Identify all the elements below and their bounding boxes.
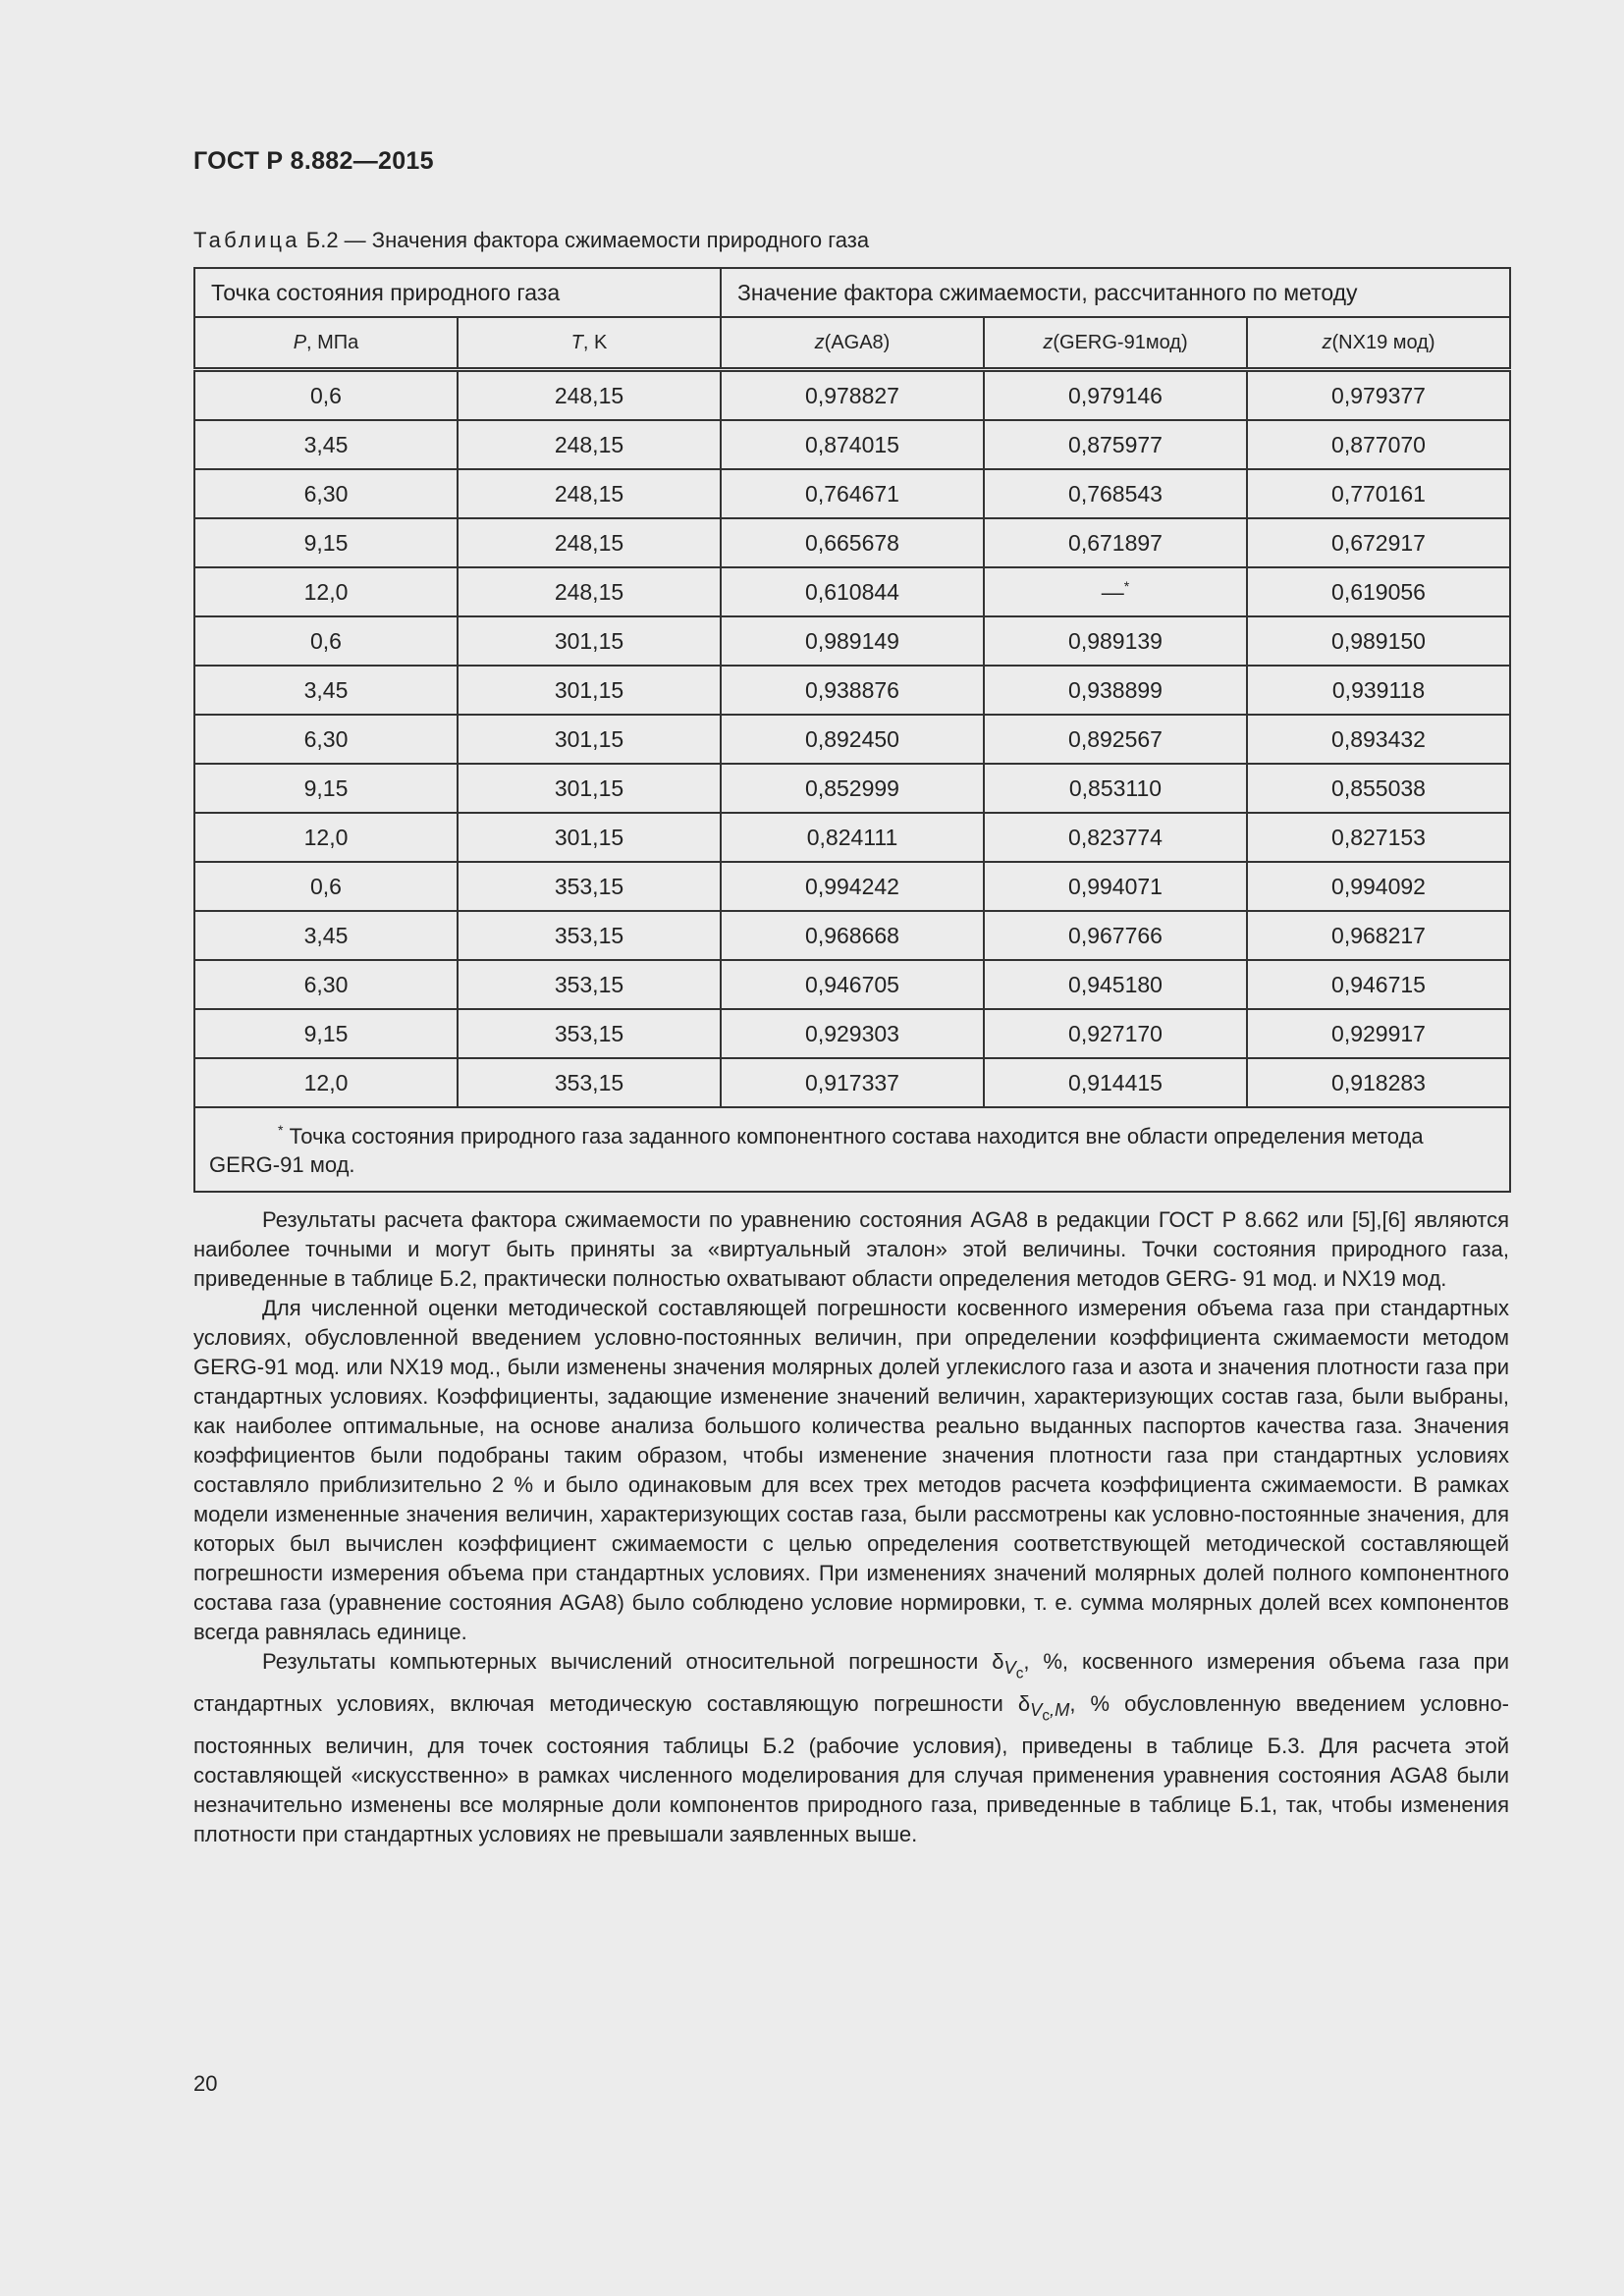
- column-header-gerg91: z(GERG-91мод): [984, 317, 1247, 370]
- cell-gerg91: 0,989139: [984, 616, 1247, 666]
- cell-nx19: 0,939118: [1247, 666, 1510, 715]
- footnote-text: Точка состояния природного газа заданного компонентного состава находится вне области определения метода GERG-91 мод.: [209, 1124, 1424, 1177]
- cell-pressure: 12,0: [194, 567, 458, 616]
- cell-gerg91: 0,875977: [984, 420, 1247, 469]
- cell-aga8: 0,978827: [721, 370, 984, 421]
- table-caption: [193, 228, 869, 253]
- column-header-nx19: z(NX19 мод): [1247, 317, 1510, 370]
- cell-pressure: 9,15: [194, 518, 458, 567]
- table-row: [194, 567, 1510, 616]
- cell-gerg91: 0,823774: [984, 813, 1247, 862]
- cell-nx19: 0,989150: [1247, 616, 1510, 666]
- table-footnote: [194, 1107, 1510, 1192]
- footnote-marker: *: [1123, 578, 1130, 594]
- cell-temperature: 353,15: [458, 1058, 721, 1107]
- table-row: [194, 518, 1510, 567]
- cell-temperature: 301,15: [458, 764, 721, 813]
- cell-gerg91: 0,892567: [984, 715, 1247, 764]
- cell-pressure: 3,45: [194, 911, 458, 960]
- body-text: [193, 1205, 1509, 1849]
- cell-temperature: 353,15: [458, 911, 721, 960]
- cell-aga8: 0,946705: [721, 960, 984, 1009]
- compressibility-table: [193, 267, 1511, 1193]
- table-row: [194, 1009, 1510, 1058]
- cell-temperature: 301,15: [458, 666, 721, 715]
- cell-temperature: 248,15: [458, 518, 721, 567]
- cell-gerg91: 0,853110: [984, 764, 1247, 813]
- table-row: [194, 666, 1510, 715]
- table-caption-text: Б.2 — Значения фактора сжимаемости природного газа: [299, 228, 870, 252]
- cell-aga8: 0,929303: [721, 1009, 984, 1058]
- cell-temperature: 248,15: [458, 420, 721, 469]
- cell-aga8: 0,968668: [721, 911, 984, 960]
- cell-pressure: 6,30: [194, 469, 458, 518]
- table-row: [194, 469, 1510, 518]
- cell-nx19: 0,827153: [1247, 813, 1510, 862]
- cell-nx19: 0,968217: [1247, 911, 1510, 960]
- cell-gerg91: 0,914415: [984, 1058, 1247, 1107]
- cell-pressure: 9,15: [194, 1009, 458, 1058]
- cell-pressure: 3,45: [194, 666, 458, 715]
- cell-pressure: 12,0: [194, 1058, 458, 1107]
- cell-gerg91: 0,945180: [984, 960, 1247, 1009]
- cell-temperature: 301,15: [458, 813, 721, 862]
- paragraph: Для численной оценки методической составляющей погрешности косвенного измерения объема газа при стандартных условиях, обусловленной введением условно-постоянных величин, при определении коэффициента сжимаемости методом GERG-91 мод. или NX19 мод., были изменены значения молярных долей углекислого газа и азота и значения плотности газа при стандартных условиях. Коэффициенты, задающие изменение значений величин, характеризующих состав газа, были выбраны, как наиболее оптимальные, на основе анализа большого количества реально выданных паспортов качества газа. Значения коэффициентов были подобраны таким образом, чтобы изменение значения плотности газа при стандартных условиях составляло приблизительно 2 % и было одинаковым для всех трех методов расчета коэффициента сжимаемости. В рамках модели измененные значения величин, характеризующих состав газа, были рассмотрены как условно-постоянные значения, для которых был вычислен коэффициент сжимаемости с целью определения соответствующей методической составляющей погрешности измерения объема при стандартных условиях. При изменениях значений молярных долей полного компонентного состава газа (уравнение состояния AGA8) было соблюдено условие нормировки, т. е. сумма молярных долей всех компонентов всегда равнялась единице.: [193, 1296, 1509, 1644]
- table-row: [194, 862, 1510, 911]
- cell-gerg91: 0,994071: [984, 862, 1247, 911]
- cell-nx19: 0,946715: [1247, 960, 1510, 1009]
- cell-gerg91: 0,979146: [984, 370, 1247, 421]
- cell-aga8: 0,874015: [721, 420, 984, 469]
- column-header-temperature: T, K: [458, 317, 721, 370]
- column-header-aga8: z(AGA8): [721, 317, 984, 370]
- cell-pressure: 0,6: [194, 862, 458, 911]
- cell-aga8: 0,989149: [721, 616, 984, 666]
- cell-temperature: 301,15: [458, 715, 721, 764]
- cell-nx19: 0,918283: [1247, 1058, 1510, 1107]
- cell-gerg91: 0,938899: [984, 666, 1247, 715]
- cell-aga8: 0,852999: [721, 764, 984, 813]
- cell-aga8: 0,665678: [721, 518, 984, 567]
- cell-aga8: 0,610844: [721, 567, 984, 616]
- cell-aga8: 0,824111: [721, 813, 984, 862]
- cell-gerg91: 0,927170: [984, 1009, 1247, 1058]
- cell-temperature: 353,15: [458, 1009, 721, 1058]
- cell-nx19: 0,893432: [1247, 715, 1510, 764]
- cell-temperature: 353,15: [458, 960, 721, 1009]
- cell-pressure: 3,45: [194, 420, 458, 469]
- table-row: [194, 764, 1510, 813]
- table-row: [194, 960, 1510, 1009]
- cell-pressure: 0,6: [194, 370, 458, 421]
- cell-nx19: 0,979377: [1247, 370, 1510, 421]
- table-caption-label: Таблица: [193, 228, 300, 252]
- cell-aga8: 0,917337: [721, 1058, 984, 1107]
- footnote-marker-ref: *: [278, 1122, 284, 1138]
- table-row: [194, 911, 1510, 960]
- cell-nx19: 0,929917: [1247, 1009, 1510, 1058]
- table-row: [194, 715, 1510, 764]
- cell-gerg91: 0,671897: [984, 518, 1247, 567]
- value-group-header: Значение фактора сжимаемости, рассчитанного по методу: [721, 268, 1510, 317]
- cell-pressure: 6,30: [194, 715, 458, 764]
- cell-nx19: 0,619056: [1247, 567, 1510, 616]
- table-row: [194, 813, 1510, 862]
- cell-gerg91: 0,768543: [984, 469, 1247, 518]
- table-row: [194, 420, 1510, 469]
- cell-aga8: 0,892450: [721, 715, 984, 764]
- table-row: [194, 1058, 1510, 1107]
- cell-gerg91: [984, 567, 1247, 616]
- table-row: [194, 370, 1510, 421]
- cell-aga8: 0,764671: [721, 469, 984, 518]
- cell-aga8: 0,994242: [721, 862, 984, 911]
- paragraph: Результаты расчета фактора сжимаемости по уравнению состояния AGA8 в редакции ГОСТ Р 8.662 или [5],[6] являются наиболее точными и могут быть приняты за «виртуальный эталон» этой величины. Точки состояния природного газа, приведенные в таблице Б.2, практически полностью охватывают области определения методов GERG- 91 мод. и NX19 мод.: [193, 1207, 1509, 1291]
- cell-temperature: 301,15: [458, 616, 721, 666]
- cell-nx19: 0,994092: [1247, 862, 1510, 911]
- state-point-group-header: Точка состояния природного газа: [194, 268, 721, 317]
- cell-temperature: 353,15: [458, 862, 721, 911]
- document-header: ГОСТ Р 8.882—2015: [193, 147, 434, 175]
- cell-nx19: 0,770161: [1247, 469, 1510, 518]
- cell-temperature: 248,15: [458, 370, 721, 421]
- cell-gerg91: 0,967766: [984, 911, 1247, 960]
- cell-pressure: 6,30: [194, 960, 458, 1009]
- cell-pressure: 0,6: [194, 616, 458, 666]
- page-number: 20: [193, 2071, 218, 2096]
- cell-nx19: 0,672917: [1247, 518, 1510, 567]
- cell-pressure: 12,0: [194, 813, 458, 862]
- cell-nx19: 0,877070: [1247, 420, 1510, 469]
- paragraph: Результаты компьютерных вычислений относительной погрешности $\delta_{V_c}$, %, косвенного измерения объема газа при стандартных условиях, включая методическую составляющую погрешности $\delta_{V_c,M}$, % обусловленную введением условно-постоянных величин, для точек состояния таблицы Б.2 (рабочие условия), приведены в таблице Б.3. Для расчета этой составляющей «искусственно» в рамках численного моделирования для случая применения уравнения состояния AGA8 были незначительно изменены все молярные доли компонентов природного газа, приведенные в таблице Б.1, так, чтобы изменения плотности при стандартных условиях не превышали заявленных выше.: [193, 1649, 1510, 1847]
- cell-temperature: 248,15: [458, 469, 721, 518]
- cell-pressure: 9,15: [194, 764, 458, 813]
- table-row: [194, 616, 1510, 666]
- cell-temperature: 248,15: [458, 567, 721, 616]
- cell-aga8: 0,938876: [721, 666, 984, 715]
- dash-value: —: [1101, 579, 1124, 605]
- cell-nx19: 0,855038: [1247, 764, 1510, 813]
- column-header-pressure: P, МПа: [194, 317, 458, 370]
